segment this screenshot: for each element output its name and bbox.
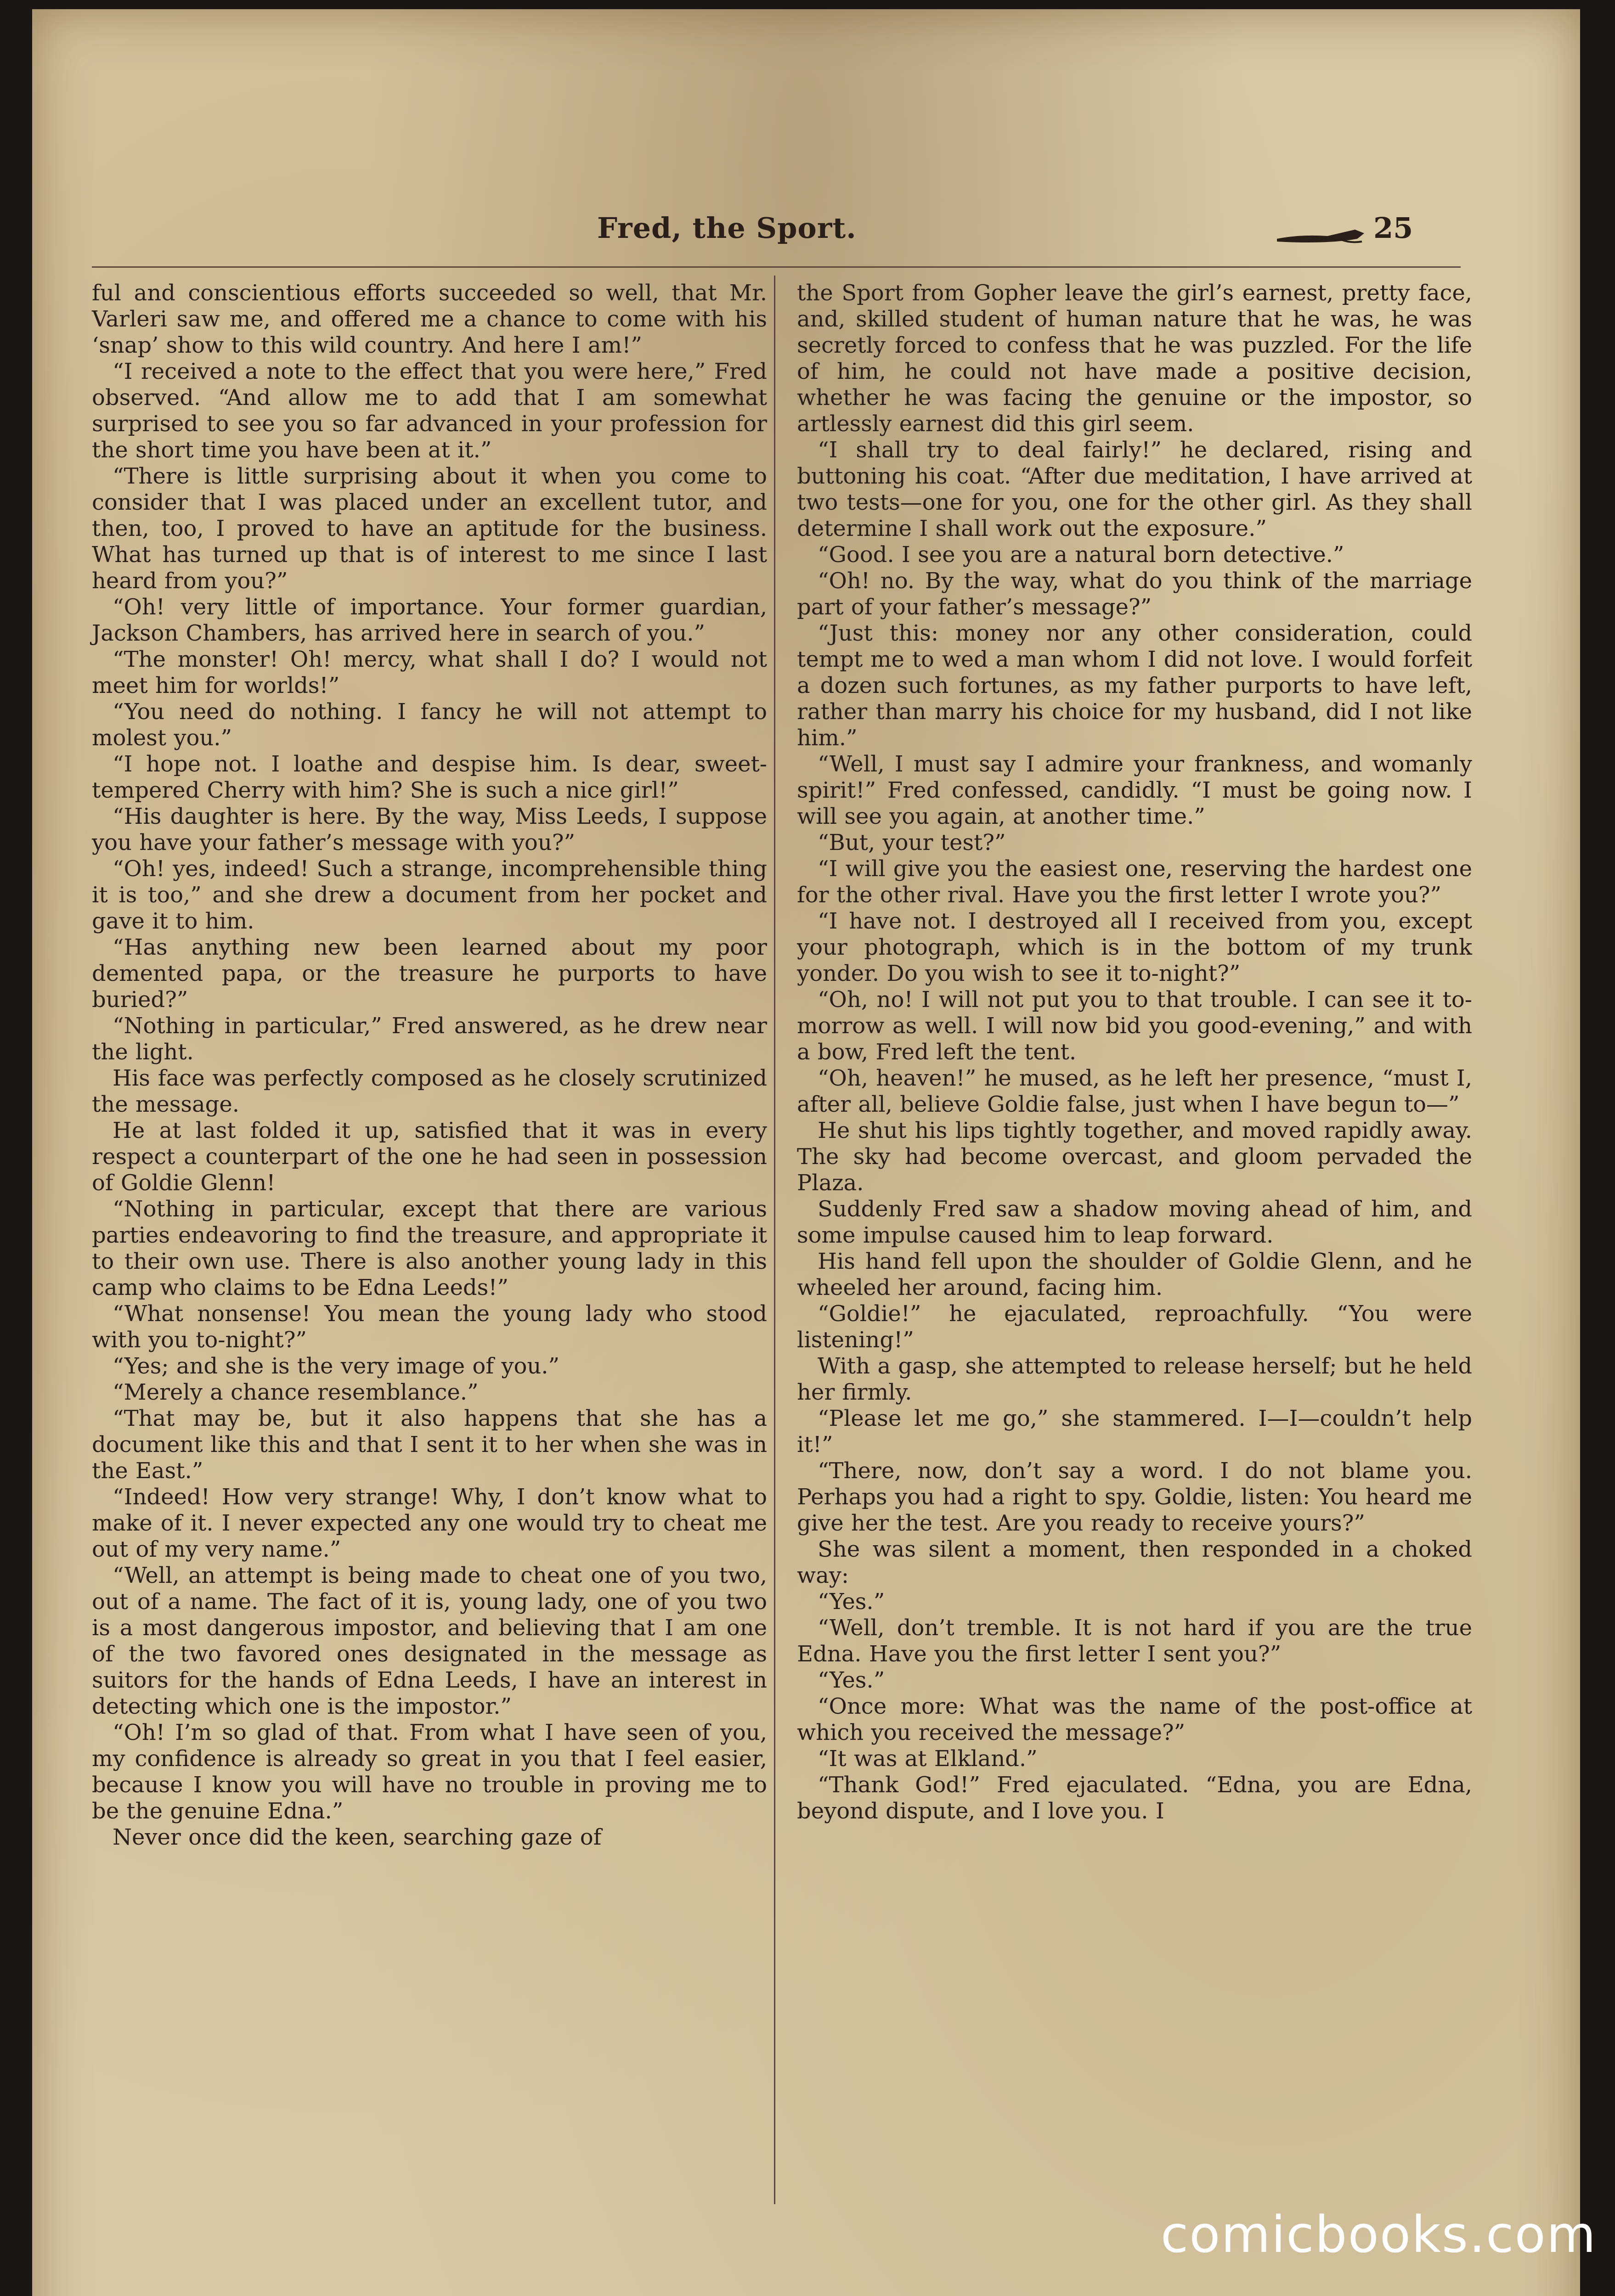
paragraph: “You need do nothing. I fancy he will not attempt to molest you.”	[92, 699, 767, 751]
paragraph: Suddenly Fred saw a shadow moving ahead of him, and some impulse caused him to leap forward.	[797, 1196, 1472, 1248]
paragraph: “His daughter is here. By the way, Miss Leeds, I suppose you have your father’s message with you?”	[92, 804, 767, 855]
paragraph: Never once did the keen, searching gaze of	[113, 1824, 602, 1850]
paragraph: “But, your test?”	[818, 830, 1006, 855]
paragraph: “Indeed! How very strange! Why, I don’t know what to make of it. I never expected any one would try to cheat me out of my very name.”	[92, 1484, 767, 1562]
paragraph: “Oh, heaven!” he mused, as he left her presence, “must I, after all, believe Goldie false, just when I have begun to—”	[797, 1065, 1472, 1117]
running-title: Fred, the Sport.	[597, 211, 857, 245]
paragraph: He shut his lips tightly together, and moved rapidly away. The sky had become overcast, and gloom pervaded the Plaza.	[797, 1118, 1472, 1196]
page-number: 25	[1373, 211, 1413, 245]
paragraph: “Good. I see you are a natural born detective.”	[818, 542, 1344, 568]
paragraph: “Yes.”	[818, 1589, 885, 1615]
paragraph: “Merely a chance resemblance.”	[113, 1379, 479, 1405]
magazine-page	[32, 9, 1580, 2296]
paragraph: “I hope not. I loathe and despise him. Is dear, sweet-tempered Cherry with him? She is such a nice girl!”	[92, 751, 767, 803]
paragraph: the Sport from Gopher leave the girl’s earnest, pretty face, and, skilled student of human nature that he was, he was secretly forced to confess that he was puzzled. For the life of him, he could not have made a positive decision, whether he was facing the genuine or the impostor, so artlessly earnest did this girl seem.	[797, 280, 1472, 437]
page-header	[32, 207, 1580, 257]
paragraph: “I received a note to the effect that you were here,” Fred observed. “And allow me to add that I am somewhat surprised to see you so far advanced in your profession for the short time you have been at it.”	[92, 359, 767, 463]
paragraph: ful and conscientious efforts succeeded so well, that Mr. Varleri saw me, and offered me a chance to come with his ‘snap’ show to this wild country. And here I am!”	[92, 280, 767, 358]
paragraph: “There is little surprising about it when you come to consider that I was placed under an excellent tutor, and then, too, I proved to have an aptitude for the business. What has turned up that is of interest to me since I last heard from you?”	[92, 463, 767, 594]
paragraph: “What nonsense! You mean the young lady who stood with you to-night?”	[92, 1301, 767, 1353]
paragraph: “Please let me go,” she stammered. I—I—couldn’t help it!”	[797, 1406, 1472, 1458]
pointing-hand-ornament-icon	[1272, 220, 1373, 248]
paragraph: “There, now, don’t say a word. I do not blame you. Perhaps you had a right to spy. Goldie, listen: You heard me give her the test. Are you ready to receive yours?”	[797, 1458, 1472, 1536]
paragraph: “Thank God!” Fred ejaculated. “Edna, you are Edna, beyond dispute, and I love you. I	[797, 1772, 1472, 1824]
paragraph: “Oh! yes, indeed! Such a strange, incomprehensible thing it is too,” and she drew a document from her pocket and gave it to him.	[92, 856, 767, 934]
paragraph: With a gasp, she attempted to release herself; but he held her firmly.	[797, 1353, 1472, 1405]
paragraph: “Well, an attempt is being made to cheat one of you two, out of a name. The fact of it is, young lady, one of you two is a most dangerous impostor, and believing that I am one of the two favored ones designated in the message as suitors for the hands of Edna Leeds, I have an interest in detecting which one is the impostor.”	[92, 1563, 767, 1719]
paragraph: She was silent a moment, then responded in a choked way:	[797, 1536, 1472, 1588]
right-column	[797, 280, 1472, 1824]
paragraph: “Oh! very little of importance. Your former guardian, Jackson Chambers, has arrived here in search of you.”	[92, 594, 767, 646]
column-divider	[774, 276, 775, 2204]
paragraph: “Oh, no! I will not put you to that trouble. I can see it to-morrow as well. I will now bid you good-evening,” and with a bow, Fred left the tent.	[797, 987, 1472, 1065]
paragraph: “Nothing in particular,” Fred answered, as he drew near the light.	[92, 1013, 767, 1065]
site-watermark: comicbooks.com	[1160, 2205, 1597, 2264]
paragraph: “Once more: What was the name of the post-office at which you received the message?”	[797, 1694, 1472, 1745]
paragraph: “It was at Elkland.”	[818, 1746, 1038, 1772]
paragraph: “The monster! Oh! mercy, what shall I do? I would not meet him for worlds!”	[92, 647, 767, 698]
paragraph: “Has anything new been learned about my poor demented papa, or the treasure he purports to have buried?”	[92, 934, 767, 1013]
paragraph: “I will give you the easiest one, reserving the hardest one for the other rival. Have you the first letter I wrote you?”	[797, 856, 1472, 908]
paragraph: “Goldie!” he ejaculated, reproachfully. “You were listening!”	[797, 1301, 1472, 1353]
left-column	[92, 280, 767, 1851]
paragraph: “Yes; and she is the very image of you.”	[113, 1353, 560, 1379]
paragraph: “Oh! I’m so glad of that. From what I have seen of you, my confidence is already so great in you that I feel easier, because I know you will have no trouble in proving me to be the genuine Edna.”	[92, 1720, 767, 1824]
paragraph: “Nothing in particular, except that there are various parties endeavoring to find the treasure, and appropriate it to their own use. There is also another young lady in this camp who claims to be Edna Leeds!”	[92, 1196, 767, 1300]
paragraph: “Yes.”	[818, 1667, 885, 1693]
paragraph: His hand fell upon the shoulder of Goldie Glenn, and he wheeled her around, facing him.	[797, 1249, 1472, 1300]
header-rule	[92, 266, 1461, 268]
paragraph: His face was perfectly composed as he closely scrutinized the message.	[92, 1065, 767, 1117]
paragraph: He at last folded it up, satisfied that it was in every respect a counterpart of the one he had seen in possession of Goldie Glenn!	[92, 1118, 767, 1196]
paragraph: “I have not. I destroyed all I received from you, except your photograph, which is in the bottom of my trunk yonder. Do you wish to see it to-night?”	[797, 908, 1472, 986]
paragraph: “Well, don’t tremble. It is not hard if you are the true Edna. Have you the first letter I sent you?”	[797, 1615, 1472, 1667]
paragraph: “I shall try to deal fairly!” he declared, rising and buttoning his coat. “After due meditation, I have arrived at two tests—one for you, one for the other girl. As they shall determine I shall work out the exposure.”	[797, 437, 1472, 541]
paragraph: “Well, I must say I admire your frankness, and womanly spirit!” Fred confessed, candidly. “I must be going now. I will see you again, at another time.”	[797, 751, 1472, 829]
paragraph: “Just this: money nor any other consideration, could tempt me to wed a man whom I did not love. I would forfeit a dozen such fortunes, as my father purports to have left, rather than marry his choice for my husband, did I not like him.”	[797, 620, 1472, 751]
paragraph: “Oh! no. By the way, what do you think of the marriage part of your father’s message?”	[797, 568, 1472, 620]
paragraph: “That may be, but it also happens that she has a document like this and that I sent it to her when she was in the East.”	[92, 1406, 767, 1484]
